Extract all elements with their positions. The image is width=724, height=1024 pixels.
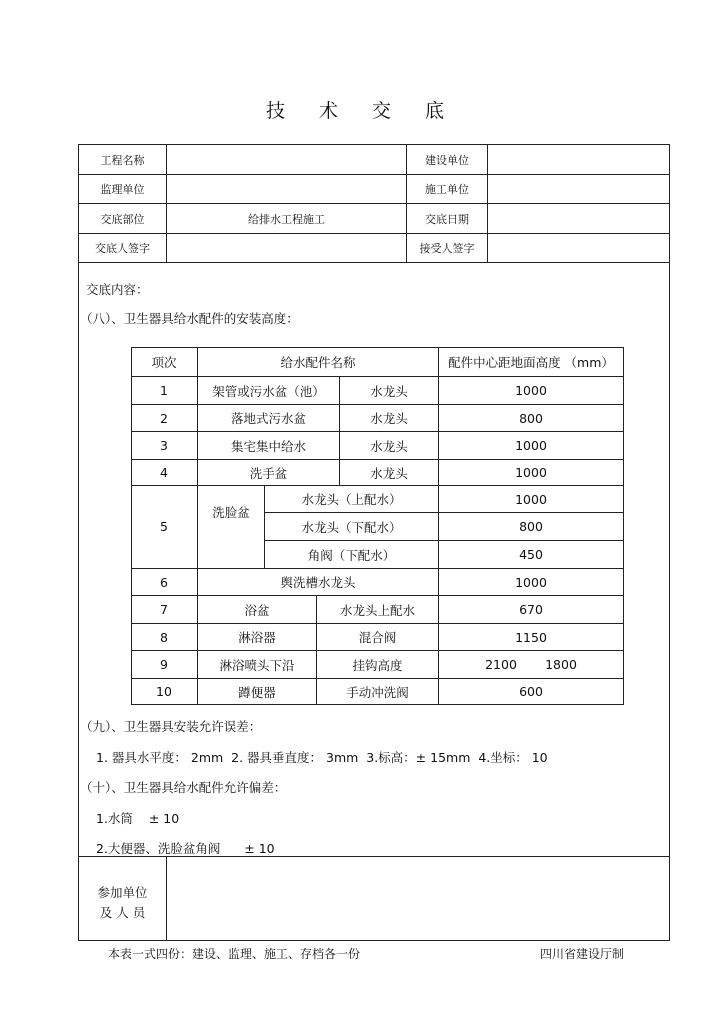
project-name-label: 工程名称: [100, 153, 145, 167]
table-cell: 挂钩高度: [352, 657, 403, 673]
table-cell: 混合阀: [358, 630, 397, 645]
construction-unit-field[interactable]: [488, 145, 669, 174]
section10-title: （十）、卫生器具给水配件允许偏差：: [80, 780, 287, 795]
table-cell: 1150: [515, 629, 547, 645]
table-cell: 670: [519, 602, 543, 617]
table-row: 5: [160, 518, 168, 534]
table-row: 3: [160, 438, 168, 453]
table-cell: 水龙头: [370, 465, 408, 481]
col-header-index: 项次: [151, 354, 177, 370]
construction-unit-label: 建设单位: [425, 153, 469, 167]
table-cell: 洗手盆: [249, 465, 288, 481]
table-row: 8: [160, 629, 168, 645]
table-cell: 落地式污水盆: [230, 411, 306, 426]
contractor-label: 施工单位: [425, 183, 469, 196]
content-intro: 交底内容：: [86, 282, 149, 297]
receiver-signature[interactable]: [488, 234, 669, 262]
table-cell: 水龙头上配水: [339, 602, 415, 618]
table-cell: 洗脸盆: [212, 505, 250, 520]
table-cell: 集宅集中给水: [230, 438, 306, 454]
table-cell: 2100: [485, 657, 517, 672]
table-row: 4: [160, 465, 168, 480]
section8-title: （八）、卫生器具给水配件的安装高度：: [80, 311, 299, 326]
table-cell: 800: [519, 410, 543, 426]
contractor-field[interactable]: [488, 175, 669, 203]
footer-issuer: 四川省建设厅制: [540, 947, 625, 961]
table-cell: 水龙头: [370, 438, 408, 454]
section10-item1: 1.水筒 ± 10: [96, 811, 180, 826]
table-row: 2: [160, 410, 168, 426]
table-row: 10: [156, 684, 172, 699]
table-cell: 1000: [515, 383, 547, 398]
table-cell: 1000: [515, 438, 547, 453]
table-cell: 1000: [515, 465, 547, 480]
table-row: 9: [160, 657, 168, 672]
participants-label-line2: 及 人 员: [99, 905, 146, 920]
table-cell: 架管或污水盆（池）: [212, 383, 325, 399]
project-name-field[interactable]: [167, 145, 406, 174]
handover-part-value[interactable]: 给排水工程施工: [248, 212, 325, 226]
table-cell: 600: [519, 684, 543, 699]
section9-title: （九）、卫生器具安装允许误差：: [80, 719, 262, 734]
table-cell: 水龙头: [370, 383, 408, 399]
table-cell: 1800: [545, 657, 577, 672]
table-cell: 水龙头: [370, 411, 408, 426]
supervision-label: 监理单位: [100, 183, 145, 196]
section10-item2: 2.大便器、洗脸盆角阀 ± 10: [96, 841, 275, 856]
page-title: 技 术 交 底: [265, 100, 459, 122]
section9-text: 1. 器具水平度： 2mm 2. 器具垂直度： 3mm 3.标高：± 15mm 4.坐标： 10: [96, 750, 548, 765]
handover-date-label: 交底日期: [425, 212, 469, 226]
supervision-field[interactable]: [167, 175, 406, 203]
receiver-label: 接受人签字: [419, 242, 475, 255]
footer-note: 本表一式四份：建设、监理、施工、存档各一份: [108, 947, 361, 961]
table-cell: 1000: [515, 574, 547, 590]
fitting-height-table: [131, 347, 624, 705]
table-cell: 手动冲洗阀: [346, 684, 409, 700]
handover-part-label: 交底部位: [100, 212, 145, 226]
participants-label-line1: 参加单位: [97, 885, 148, 900]
table-cell: 舆洗槽水龙头: [280, 575, 356, 590]
table-cell: 800: [519, 519, 543, 534]
table-cell: 淋浴器: [238, 630, 276, 645]
table-cell: 水龙头（上配水）: [301, 492, 402, 507]
table-row: 7: [160, 602, 168, 617]
handover-person-signature[interactable]: [167, 234, 406, 262]
table-cell: 蹲便器: [238, 684, 276, 700]
table-row: 1: [160, 383, 168, 398]
table-cell: 浴盆: [244, 602, 270, 618]
table-cell: 角阀（下配水）: [307, 547, 396, 563]
participants-field[interactable]: [167, 857, 669, 940]
handover-date-field[interactable]: [488, 204, 669, 233]
col-header-name: 给水配件名称: [280, 354, 356, 370]
col-header-height: 配件中心距地面高度 （mm）: [448, 354, 614, 370]
table-cell: 1000: [515, 491, 547, 507]
handover-person-label: 交底人签字: [95, 242, 150, 255]
table-cell: 淋浴喷头下沿: [219, 657, 295, 673]
table-cell: 450: [519, 547, 543, 562]
table-cell: 水龙头（下配水）: [301, 519, 402, 535]
table-row: 6: [160, 574, 168, 590]
divider: [79, 262, 669, 263]
